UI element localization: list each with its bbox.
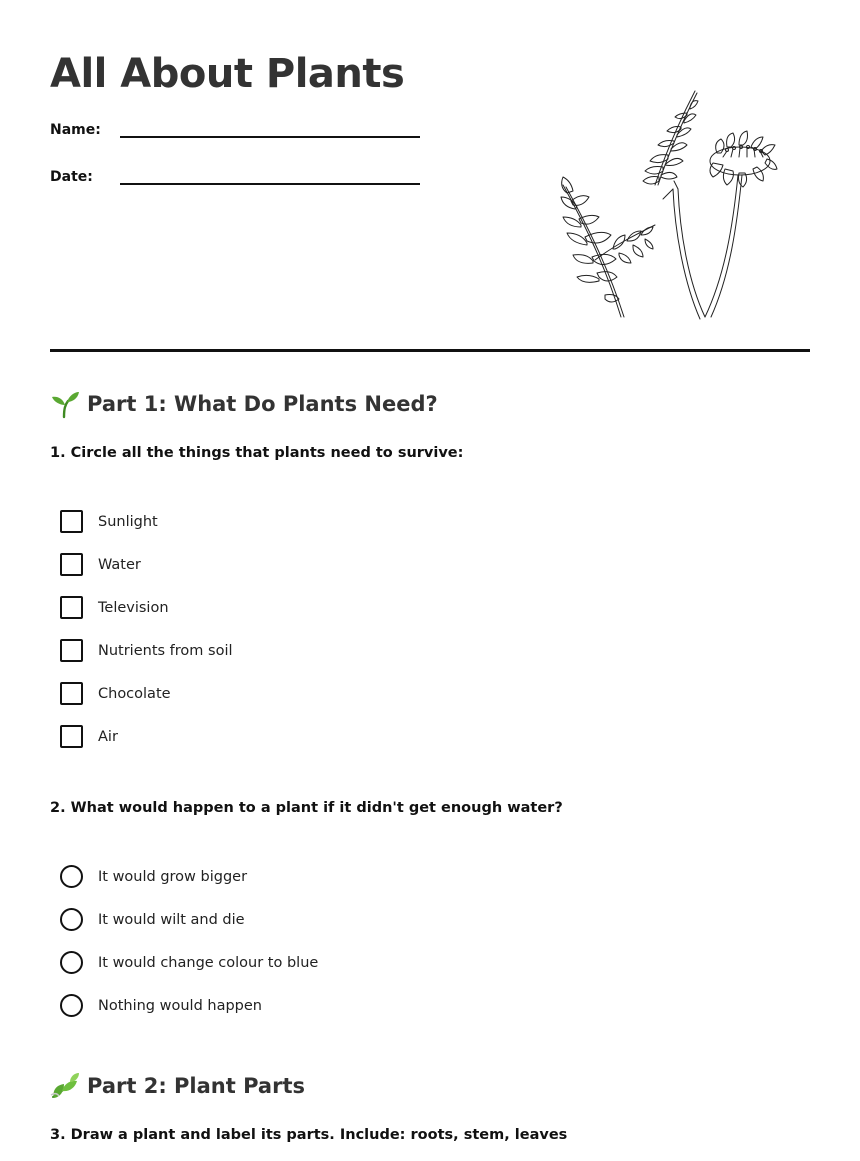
option-nothing[interactable] [60, 984, 660, 1027]
seedling-icon [50, 389, 80, 419]
question-3: 3. Draw a plant and label its parts. Include: roots, stem, leaves [50, 1127, 568, 1143]
option-label: Nutrients from soil [98, 642, 233, 659]
checkbox[interactable] [60, 510, 83, 533]
option-label: It would wilt and die [98, 911, 245, 928]
herb-icon [50, 1071, 80, 1101]
section-divider [50, 349, 810, 352]
question-1: 1. Circle all the things that plants need to survive: [50, 445, 464, 461]
checkbox[interactable] [60, 553, 83, 576]
date-label: Date: [50, 169, 93, 185]
radio-button[interactable] [60, 908, 83, 931]
question-2: 2. What would happen to a plant if it didn't get enough water? [50, 800, 563, 816]
option-grow-bigger[interactable] [60, 855, 660, 898]
radio-button[interactable] [60, 994, 83, 1017]
question-1-options [60, 500, 660, 758]
option-change-colour[interactable] [60, 941, 660, 984]
question-2-options [60, 855, 660, 1027]
radio-button[interactable] [60, 865, 83, 888]
plant-illustration [555, 85, 785, 325]
option-air[interactable] [60, 715, 660, 758]
option-nutrients[interactable] [60, 629, 660, 672]
checkbox[interactable] [60, 682, 83, 705]
date-field [50, 169, 430, 199]
checkbox[interactable] [60, 725, 83, 748]
checkbox[interactable] [60, 639, 83, 662]
part1-title: Part 1: What Do Plants Need? [87, 392, 438, 416]
part2-heading [50, 1070, 305, 1102]
name-input-line[interactable] [120, 136, 420, 138]
page-title: All About Plants [50, 51, 405, 97]
option-water[interactable] [60, 543, 660, 586]
checkbox[interactable] [60, 596, 83, 619]
option-label: Television [98, 599, 169, 616]
option-label: Sunlight [98, 513, 158, 530]
option-label: Water [98, 556, 141, 573]
part1-heading [50, 388, 438, 420]
worksheet-page [50, 0, 810, 1161]
option-sunlight[interactable] [60, 500, 660, 543]
date-input-line[interactable] [120, 183, 420, 185]
option-label: It would grow bigger [98, 868, 248, 885]
option-label: It would change colour to blue [98, 954, 319, 971]
option-label: Air [98, 728, 118, 745]
option-wilt-and-die[interactable] [60, 898, 660, 941]
option-label: Chocolate [98, 685, 171, 702]
part2-title: Part 2: Plant Parts [87, 1074, 305, 1098]
radio-button[interactable] [60, 951, 83, 974]
option-label: Nothing would happen [98, 997, 262, 1014]
name-label: Name: [50, 122, 101, 138]
option-chocolate[interactable] [60, 672, 660, 715]
name-field [50, 122, 430, 152]
option-television[interactable] [60, 586, 660, 629]
